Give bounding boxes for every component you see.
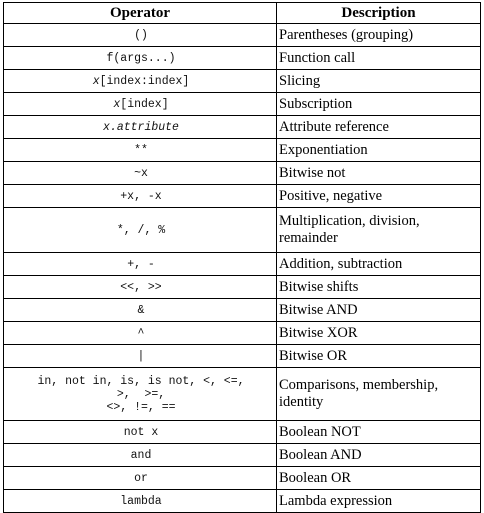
operator-cell: ^	[4, 322, 277, 345]
description-cell: Addition, subtraction	[277, 253, 481, 276]
table-row	[4, 490, 481, 513]
operator-variable: x	[92, 74, 100, 88]
operator-cell: ()	[4, 24, 277, 47]
description-cell: Bitwise not	[277, 162, 481, 185]
operator-cell: *, /, %	[4, 208, 277, 253]
table-row	[4, 421, 481, 444]
table-row	[4, 276, 481, 299]
description-cell: Comparisons, membership, identity	[277, 368, 481, 421]
description-cell: Bitwise shifts	[277, 276, 481, 299]
operator-cell: and	[4, 444, 277, 467]
description-cell: Function call	[277, 47, 481, 70]
table-row	[4, 208, 481, 253]
description-cell: Parentheses (grouping)	[277, 24, 481, 47]
operator-variable: x	[113, 97, 121, 111]
table-row	[4, 139, 481, 162]
header-operator: Operator	[4, 3, 277, 24]
description-cell: Exponentiation	[277, 139, 481, 162]
operator-cell: lambda	[4, 490, 277, 513]
operator-cell	[4, 70, 277, 93]
table-row	[4, 322, 481, 345]
table-row	[4, 368, 481, 421]
description-cell: Lambda expression	[277, 490, 481, 513]
table-row	[4, 93, 481, 116]
operator-line: in, not in, is, is not, <, <=,	[37, 374, 245, 388]
table-row	[4, 299, 481, 322]
operator-cell	[4, 93, 277, 116]
operator-cell: **	[4, 139, 277, 162]
operator-cell: or	[4, 467, 277, 490]
description-cell: Subscription	[277, 93, 481, 116]
table-row	[4, 24, 481, 47]
operator-line: <>, !=, ==	[106, 400, 176, 414]
description-cell: Bitwise OR	[277, 345, 481, 368]
operator-suffix: [index]	[120, 97, 169, 111]
table-row	[4, 444, 481, 467]
table-row	[4, 162, 481, 185]
description-cell: Bitwise XOR	[277, 322, 481, 345]
table-row	[4, 185, 481, 208]
table-row	[4, 47, 481, 70]
operator-cell: not x	[4, 421, 277, 444]
operator-cell	[4, 368, 277, 421]
description-cell: Bitwise AND	[277, 299, 481, 322]
table-row	[4, 70, 481, 93]
operator-variable: x	[103, 120, 110, 134]
description-cell: Boolean AND	[277, 444, 481, 467]
operator-line: >, >=,	[116, 387, 166, 401]
description-cell: Boolean OR	[277, 467, 481, 490]
description-cell: Attribute reference	[277, 116, 481, 139]
table-row	[4, 253, 481, 276]
operator-cell: f(args...)	[4, 47, 277, 70]
description-cell: Boolean NOT	[277, 421, 481, 444]
table-row	[4, 345, 481, 368]
operator-cell: ~x	[4, 162, 277, 185]
header-description: Description	[277, 3, 481, 24]
operator-cell: +, -	[4, 253, 277, 276]
operator-cell: +x, -x	[4, 185, 277, 208]
table-row	[4, 116, 481, 139]
operator-cell: &	[4, 299, 277, 322]
operator-cell: <<, >>	[4, 276, 277, 299]
description-cell: Multiplication, division, remainder	[277, 208, 481, 253]
description-cell: Slicing	[277, 70, 481, 93]
table-row	[4, 467, 481, 490]
operator-precedence-table	[3, 2, 481, 513]
operator-suffix: .attribute	[109, 120, 179, 134]
operator-cell	[4, 116, 277, 139]
operator-cell: |	[4, 345, 277, 368]
operator-suffix: [index:index]	[99, 74, 190, 88]
description-cell: Positive, negative	[277, 185, 481, 208]
table-header-row	[4, 3, 481, 24]
